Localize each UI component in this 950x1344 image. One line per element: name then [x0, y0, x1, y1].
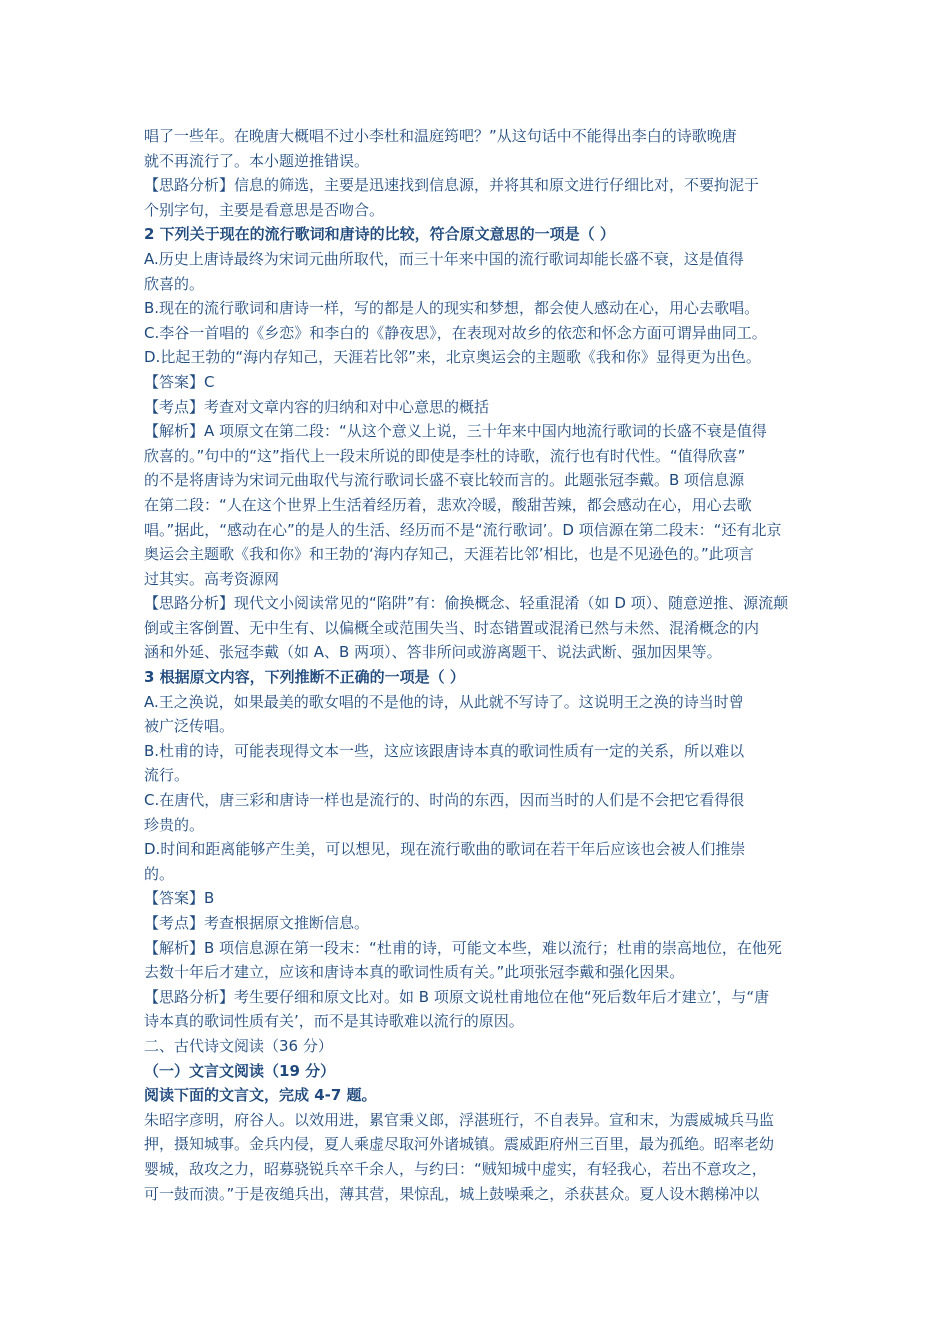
text-line: 去数十年后才建立，应该和唐诗本真的歌词性质有关。”此项张冠李戴和强化因果。 [144, 963, 685, 982]
text-line: 婴城，敌攻之力，昭募骁锐兵卒千余人，与约曰：“贼知城中虚实，有轻我心，若出不意攻之， [144, 1159, 767, 1178]
text-line: 押，摄知城事。金兵内侵，夏人乘虚尽取河外诸城镇。震威距府州三百里，最为孤绝。昭率老幼 [144, 1135, 775, 1154]
text-line: 【思路分析】信息的筛选，主要是迅速找到信息源，并将其和原文进行仔细比对，不要拘泥于 [144, 176, 760, 195]
text-line: 珍贵的。 [144, 815, 205, 834]
text-line: 奥运会主题歌《我和你》和王勃的‘海内存知己，天涯若比邻’相比，也是不见逊色的。”此项言 [144, 545, 754, 564]
text-line: 【解析】B 项信息源在第一段末：“杜甫的诗，可能文本些，难以流行；杜甫的崇高地位，在他死 [144, 938, 782, 957]
text-line: 【答案】C [144, 372, 215, 391]
text-line: 【考点】考查根据原文推断信息。 [144, 914, 370, 932]
text-line: 【考点】考查对文章内容的归纳和对中心意思的概括 [144, 397, 490, 416]
text-line: 【思路分析】考生要仔细和原文比对。如 B 项原文说杜甫地位在他“死后数年后才建立’，与“唐 [144, 987, 770, 1006]
text-line: 【思路分析】现代文小阅读常见的“陷阱”有：偷换概念、轻重混淆（如 D 项）、随意逆推、源流颠 [144, 594, 789, 613]
text-line: 可一鼓而溃。”于是夜缒兵出，薄其营，果惊乱，城上鼓噪乘之，杀获甚众。夏人设木鹅梯冲以 [144, 1184, 760, 1203]
text-line: 【解析】A 项原文在第二段：“从这个意义上说，三十年来中国内地流行歌词的长盛不衰是值得 [144, 422, 767, 441]
text-line: 倒或主客倒置、无中生有、以偏概全或范围失当、时态错置或混淆已然与未然、混淆概念的内 [144, 618, 760, 637]
text-line: 阅读下面的文言文，完成 4-7 题。 [144, 1086, 377, 1105]
text-line: 诗本真的歌词性质有关’，而不是其诗歌难以流行的原因。 [144, 1012, 524, 1031]
text-line: 唱了一些年。在晚唐大概唱不过小李杜和温庭筠吧？”从这句话中不能得出李白的诗歌晚唐 [144, 127, 737, 145]
text-line: 唱。”据此，“感动在心”的是人的生活、经历而不是“流行歌词’。D 项信源在第二段末：“还有北京 [144, 520, 782, 539]
text-line: 被广泛传唱。 [144, 717, 235, 736]
text-line: D.比起王勃的“海内存知己，天涯若比邻”来，北京奥运会的主题歌《我和你》显得更为出色。 [144, 348, 761, 367]
text-line: D.时间和距离能够产生美，可以想见，现在流行歌曲的歌词在若干年后应该也会被人们推崇 [144, 840, 746, 859]
text-line: 在第二段：“人在这个世界上生活着经历着，悲欢冷暖，酸甜苦辣，都会感动在心，用心去歌 [144, 495, 752, 514]
text-line: 的。 [144, 864, 175, 883]
text-line: 的不是将唐诗为宋词元曲取代与流行歌词长盛不衰比较而言的。此题张冠李戴。B 项信息源 [144, 471, 745, 490]
text-line: 欣喜的。”句中的“这”指代上一段末所说的即使是李杜的诗歌，流行也有时代性。“值得欣喜” [144, 446, 746, 465]
text-line: C.在唐代，唐三彩和唐诗一样也是流行的、时尚的东西，因而当时的人们是不会把它看得很 [144, 791, 745, 810]
text-line: B.现在的流行歌词和唐诗一样，写的都是人的现实和梦想，都会使人感动在心，用心去歌唱。 [144, 299, 760, 318]
text-line: B.杜甫的诗，可能表现得文本一些，这应该跟唐诗本真的歌词性质有一定的关系，所以难以 [144, 741, 745, 760]
text-line: 涵和外延、张冠李戴（如 A、B 两项）、答非所问或游离题干、说法武断、强加因果等。 [144, 643, 722, 662]
text-line: 二、古代诗文阅读（36 分） [144, 1036, 333, 1055]
text-line: 朱昭字彦明，府谷人。以效用进，累官秉义郎，浮湛班行，不自表异。宣和末，为震威城兵马监 [144, 1110, 775, 1129]
text-line: （一）文言文阅读（19 分） [144, 1061, 336, 1080]
text-line: 流行。 [144, 766, 190, 785]
text-line: 过其实。高考资源网 [144, 569, 280, 588]
text-line: 欣喜的。 [144, 274, 205, 293]
text-line: C.李谷一首唱的《乡恋》和李白的《静夜思》，在表现对故乡的依恋和怀念方面可谓异曲同工。 [144, 323, 767, 342]
text-line: 【答案】B [144, 889, 215, 908]
text-line: A.历史上唐诗最终为宋词元曲所取代，而三十年来中国的流行歌词却能长盛不衰，这是值得 [144, 249, 744, 268]
text-line: A.王之涣说，如果最美的歌女唱的不是他的诗，从此就不写诗了。这说明王之涣的诗当时曾 [144, 692, 744, 711]
document-page [144, 124, 816, 1206]
text-line: 3 根据原文内容，下列推断不正确的一项是（ ） [144, 668, 465, 687]
text-line: 个别字句，主要是看意思是否吻合。 [144, 200, 385, 219]
text-line: 2 下列关于现在的流行歌词和唐诗的比较，符合原文意思的一项是（ ） [144, 225, 615, 244]
text-line: 就不再流行了。本小题逆推错误。 [144, 151, 370, 170]
